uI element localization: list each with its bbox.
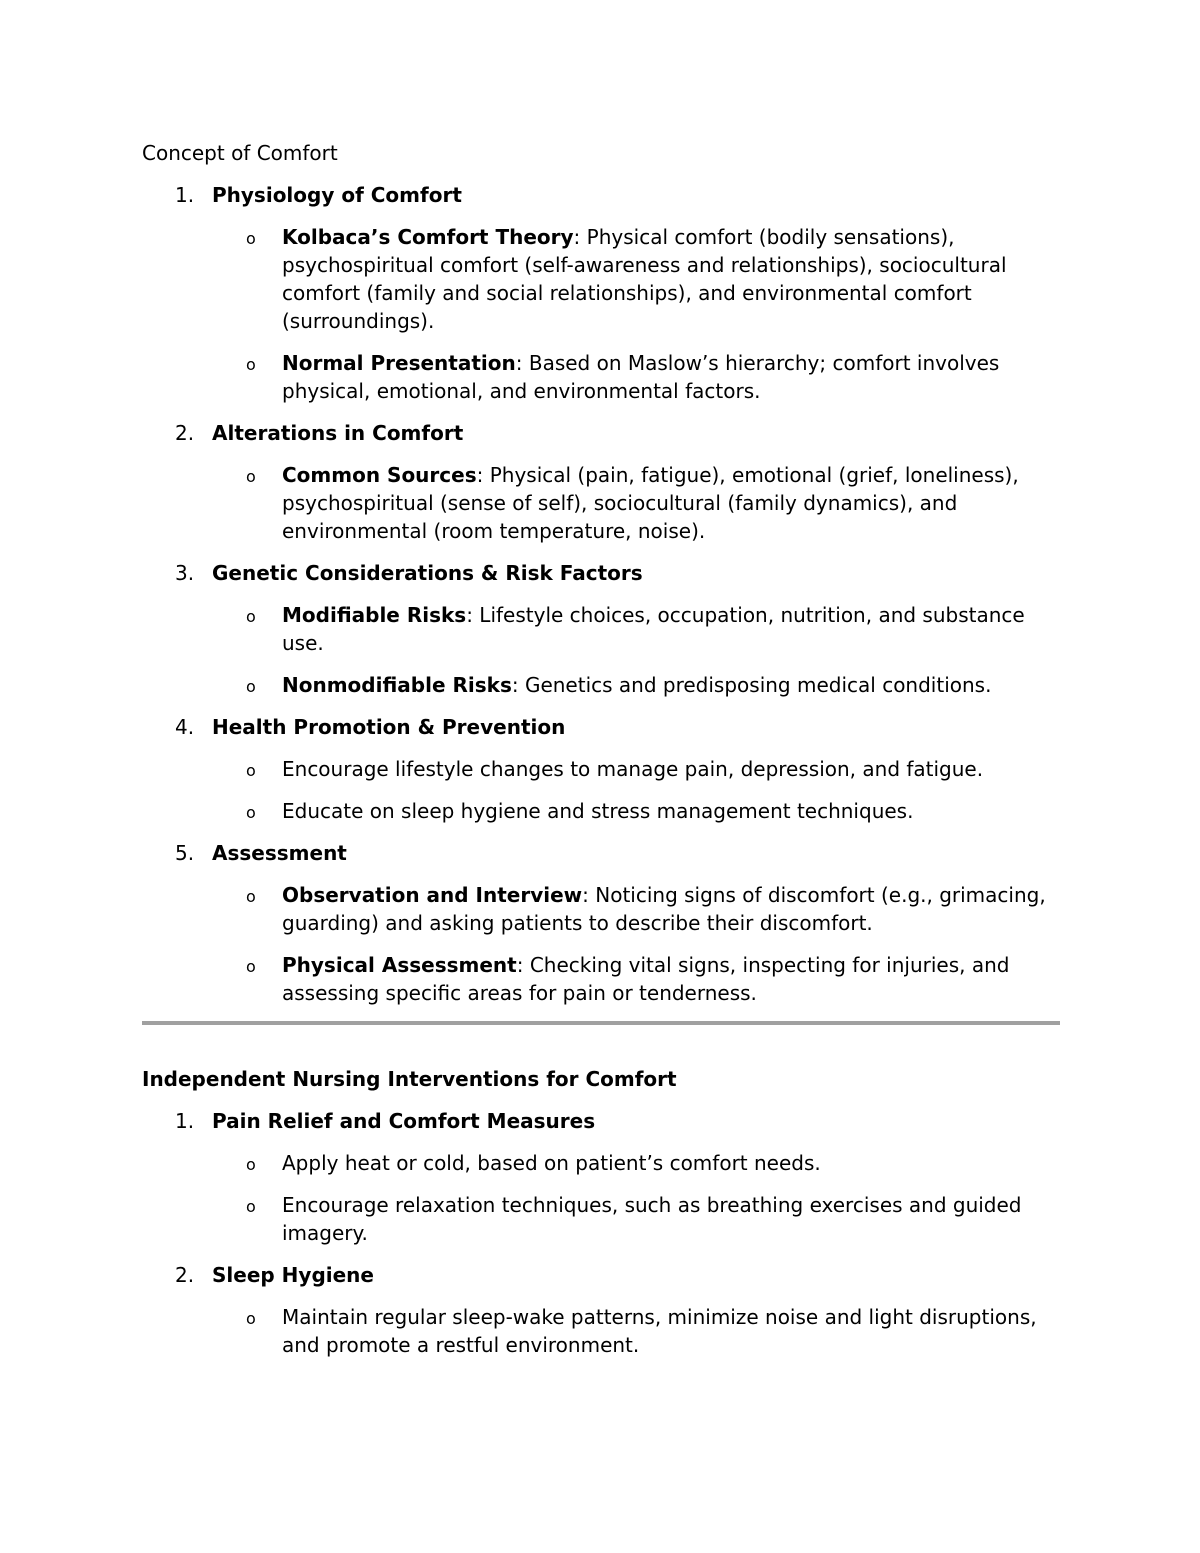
- sub-item-term: Modifiable Risks: [282, 603, 467, 627]
- interventions-list: [142, 1107, 1060, 1359]
- sub-item-text: : Noticing signs of discomfort (e.g., grimacing, guarding) and asking patients to describe their discomfort.: [282, 883, 1046, 935]
- list-item: [142, 419, 1060, 545]
- bullet-icon: o: [246, 355, 256, 374]
- sub-item: [142, 461, 1060, 545]
- concept-list: [142, 181, 1060, 1007]
- sub-item: [142, 349, 1060, 405]
- sub-item-term: Common Sources: [282, 463, 477, 487]
- item-number: 1.: [175, 183, 195, 207]
- item-heading: Health Promotion & Prevention: [212, 715, 566, 739]
- sub-item-text: : Physical (pain, fatigue), emotional (grief, loneliness), psychospiritual (sense of self), sociocultural (family dynamics), and environmental (room temperature, noise).: [282, 463, 1019, 543]
- bullet-icon: o: [246, 957, 256, 976]
- section-title-independent-nursing-interventions: Independent Nursing Interventions for Comfort: [142, 1067, 677, 1091]
- bullet-icon: o: [246, 1197, 256, 1216]
- bullet-icon: o: [246, 761, 256, 780]
- bullet-icon: o: [246, 1309, 256, 1328]
- item-heading: Assessment: [212, 841, 347, 865]
- sub-item: [142, 1303, 1060, 1359]
- sub-item: [142, 1149, 1060, 1177]
- bullet-icon: o: [246, 1155, 256, 1174]
- bullet-icon: o: [246, 677, 256, 696]
- sub-item-text: Maintain regular sleep-wake patterns, minimize noise and light disruptions, and promote a restful environment.: [282, 1305, 1037, 1357]
- item-heading: Genetic Considerations & Risk Factors: [212, 561, 643, 585]
- list-item: [142, 559, 1060, 699]
- sub-item-term: Kolbaca’s Comfort Theory: [282, 225, 574, 249]
- item-number: 2.: [175, 421, 195, 445]
- sub-item: [142, 601, 1060, 657]
- sub-item-term: Normal Presentation: [282, 351, 516, 375]
- list-item: [142, 1261, 1060, 1359]
- bullet-icon: o: [246, 887, 256, 906]
- list-item: [142, 1107, 1060, 1247]
- item-heading: Alterations in Comfort: [212, 421, 464, 445]
- sub-item: [142, 755, 1060, 783]
- item-heading: Sleep Hygiene: [212, 1263, 374, 1287]
- sub-item-term: Nonmodifiable Risks: [282, 673, 512, 697]
- sub-item: [142, 1191, 1060, 1247]
- list-item: [142, 713, 1060, 825]
- sub-item-text: Educate on sleep hygiene and stress management techniques.: [282, 799, 914, 823]
- bullet-icon: o: [246, 607, 256, 626]
- document-page: [142, 139, 1060, 1359]
- item-number: 3.: [175, 561, 195, 585]
- section-title-concept-of-comfort: Concept of Comfort: [142, 141, 338, 165]
- bullet-icon: o: [246, 467, 256, 486]
- sub-item-text: Apply heat or cold, based on patient’s comfort needs.: [282, 1151, 821, 1175]
- item-number: 1.: [175, 1109, 195, 1133]
- list-item: [142, 839, 1060, 1007]
- sub-item-text: : Lifestyle choices, occupation, nutrition, and substance use.: [282, 603, 1025, 655]
- item-heading: Physiology of Comfort: [212, 183, 462, 207]
- bullet-icon: o: [246, 803, 256, 822]
- sub-item-text: Encourage lifestyle changes to manage pain, depression, and fatigue.: [282, 757, 984, 781]
- sub-item-text: : Checking vital signs, inspecting for injuries, and assessing specific areas for pain or tenderness.: [282, 953, 1010, 1005]
- sub-item: [142, 951, 1060, 1007]
- sub-item-text: Encourage relaxation techniques, such as breathing exercises and guided imagery.: [282, 1193, 1022, 1245]
- sub-item: [142, 881, 1060, 937]
- sub-item: [142, 223, 1060, 335]
- item-number: 5.: [175, 841, 195, 865]
- list-item: [142, 181, 1060, 405]
- item-number: 2.: [175, 1263, 195, 1287]
- sub-item-text: : Physical comfort (bodily sensations), psychospiritual comfort (self-awareness and relationships), sociocultural comfort (family and social relationships), and environmental comfort (surroundings).: [282, 225, 1007, 333]
- item-heading: Pain Relief and Comfort Measures: [212, 1109, 596, 1133]
- bullet-icon: o: [246, 229, 256, 248]
- sub-item-text: : Genetics and predisposing medical conditions.: [511, 673, 992, 697]
- sub-item: [142, 671, 1060, 699]
- sub-item-text: : Based on Maslow’s hierarchy; comfort involves physical, emotional, and environmental factors.: [282, 351, 1000, 403]
- sub-item-term: Observation and Interview: [282, 883, 583, 907]
- sub-item: [142, 797, 1060, 825]
- item-number: 4.: [175, 715, 195, 739]
- sub-item-term: Physical Assessment: [282, 953, 517, 977]
- horizontal-divider: [142, 1021, 1060, 1025]
